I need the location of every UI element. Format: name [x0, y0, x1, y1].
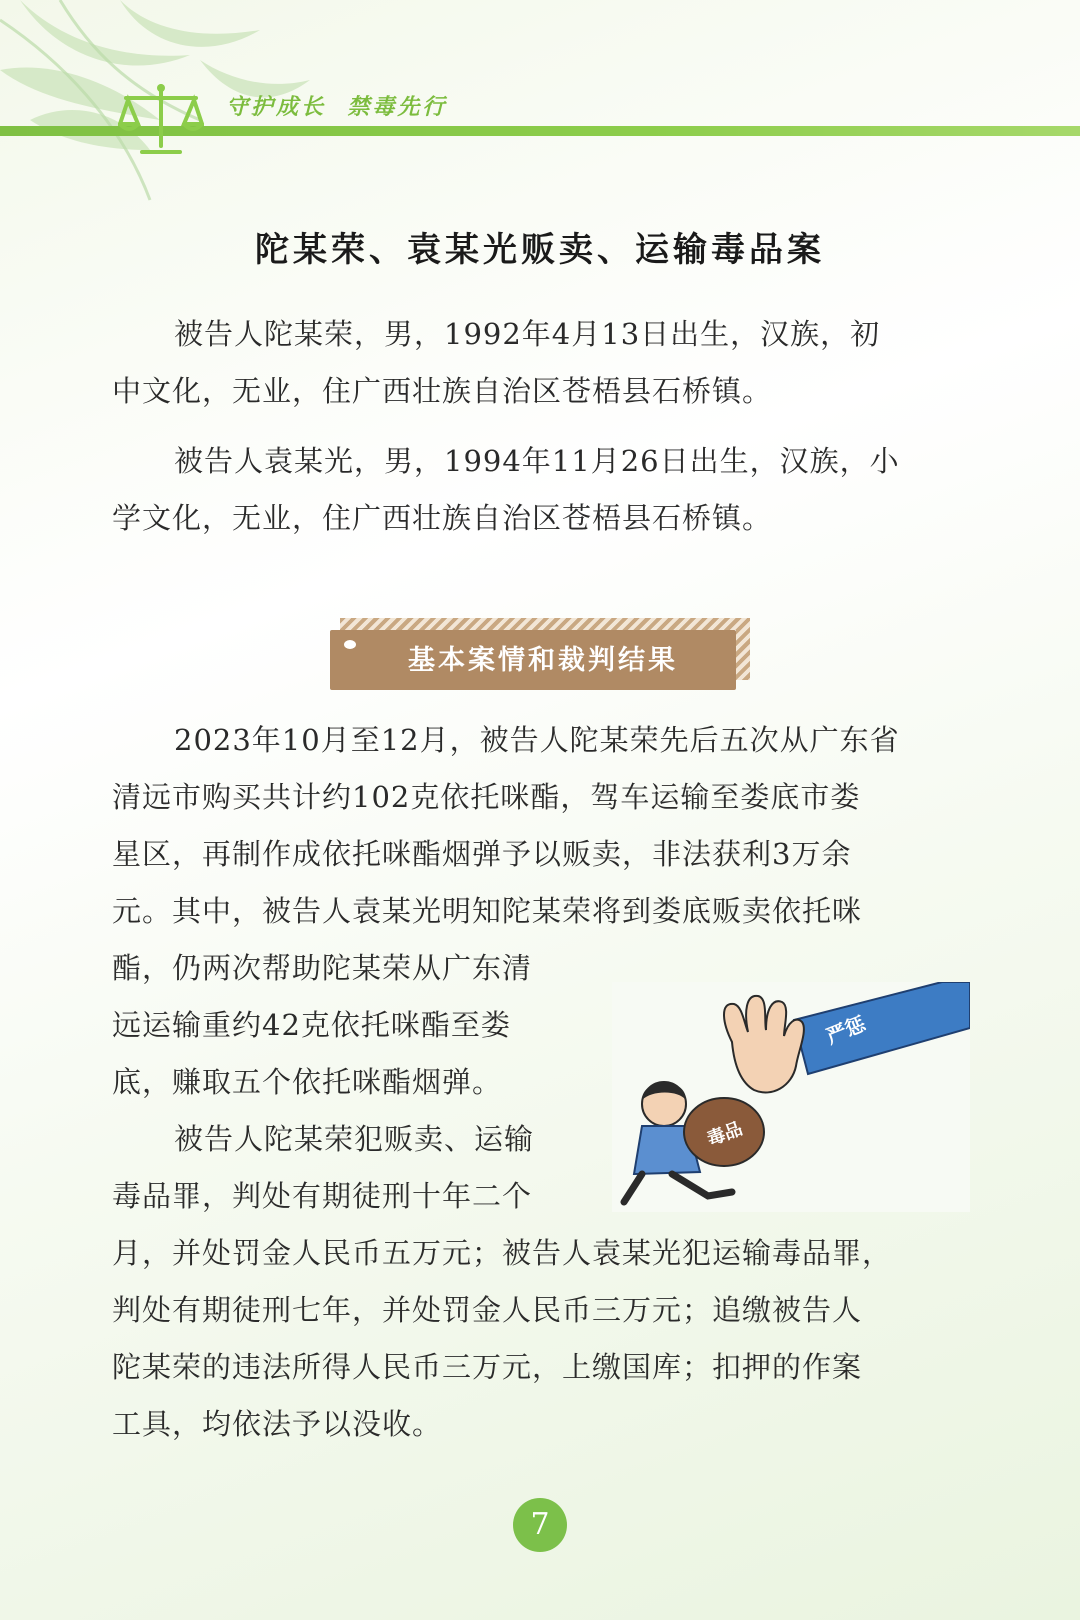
tag-stripe	[340, 618, 750, 630]
case-title: 陀某荣、袁某光贩卖、运输毒品案	[255, 230, 825, 270]
sleeve-label: 严惩	[822, 1011, 869, 1049]
facts-line: 酯，仍两次帮助陀某荣从广东清	[112, 951, 533, 985]
verdict-line: 陀某荣的违法所得人民币三万元，上缴国库；扣押的作案	[112, 1350, 863, 1384]
defendant-1-line-2: 中文化，无业，住广西壮族自治区苍梧县石桥镇。	[112, 374, 773, 408]
defendant-2-line-2: 学文化，无业，住广西壮族自治区苍梧县石桥镇。	[112, 501, 773, 535]
scale-icon	[118, 80, 204, 158]
facts-line: 元。其中，被告人袁某光明知陀某荣将到娄底贩卖依托咪	[112, 894, 863, 928]
verdict-line: 月，并处罚金人民币五万元；被告人袁某光犯运输毒品罪，	[112, 1236, 893, 1270]
facts-line: 远运输重约42克依托咪酯至娄	[112, 1008, 511, 1042]
facts-line: 清远市购买共计约102克依托咪酯，驾车运输至娄底市娄	[112, 780, 861, 814]
defendant-2-line-1: 被告人袁某光，男，1994年11月26日出生，汉族，小	[174, 444, 900, 478]
header-slogan: 守护成长 禁毒先行	[226, 95, 448, 120]
section-tag	[330, 618, 750, 690]
bag-label: 毒品	[704, 1118, 746, 1151]
verdict-line: 判处有期徒刑七年，并处罚金人民币三万元；追缴被告人	[112, 1293, 863, 1327]
page-number: 7	[513, 1498, 567, 1552]
facts-line: 星区，再制作成依托咪酯烟弹予以贩卖，非法获利3万余	[112, 837, 852, 871]
section-tag-label: 基本案情和裁判结果	[408, 645, 678, 676]
anti-drug-illustration	[612, 982, 970, 1212]
tag-stripe-side	[736, 618, 750, 680]
verdict-line: 工具，均依法予以没收。	[112, 1407, 443, 1441]
facts-line: 2023年10月至12月，被告人陀某荣先后五次从广东省	[174, 723, 900, 757]
facts-line: 底，赚取五个依托咪酯烟弹。	[112, 1065, 503, 1099]
verdict-line: 毒品罪，判处有期徒刑十年二个	[112, 1179, 533, 1213]
defendant-1-line-1: 被告人陀某荣，男，1992年4月13日出生，汉族，初	[174, 317, 881, 351]
verdict-line: 被告人陀某荣犯贩卖、运输	[174, 1122, 535, 1156]
tag-dot	[344, 640, 356, 649]
